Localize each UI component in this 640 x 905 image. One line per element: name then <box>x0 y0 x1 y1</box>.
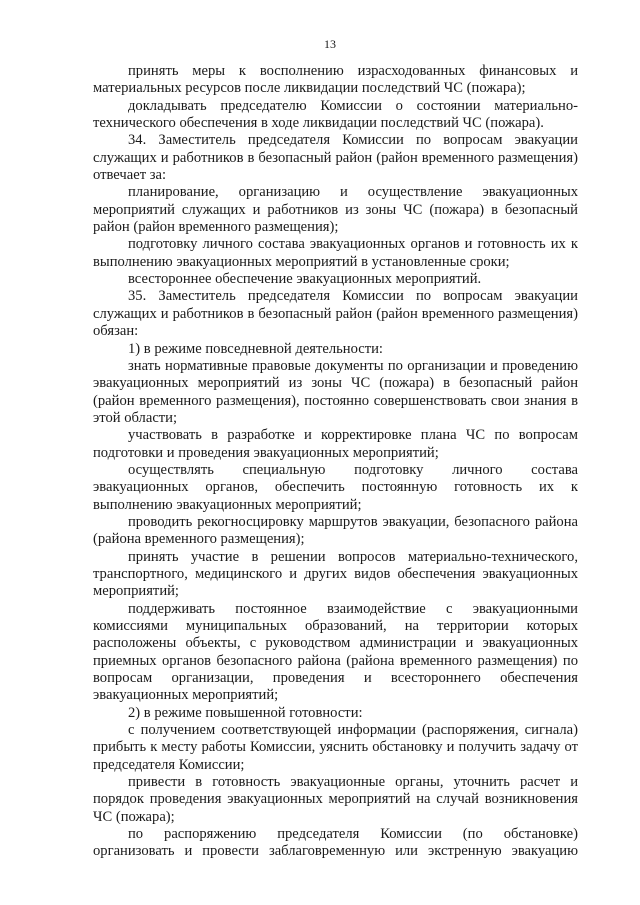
paragraph-line: обязан: <box>93 323 139 340</box>
paragraph-line: выполнению эвакуационных мероприятий; <box>93 496 362 513</box>
paragraph-line: комиссиями муниципальных образований, на территории которых <box>93 618 578 634</box>
paragraph-line: вопросам организации, проведения и всестороннего обеспечения <box>93 670 578 687</box>
paragraph <box>93 288 578 340</box>
paragraph-line: мероприятий; <box>93 583 179 600</box>
paragraph <box>93 549 578 601</box>
paragraph-line: транспортного, медицинского и других видов обеспечения эвакуационных <box>93 565 578 582</box>
paragraph-line: ЧС (пожара); <box>93 808 175 825</box>
paragraph <box>93 98 578 133</box>
paragraph-line: служащих и работников в безопасный район (район временного размещения) <box>93 149 578 166</box>
page-number: 13 <box>324 37 336 51</box>
paragraph-line: эвакуационных мероприятий из зоны ЧС (пожара) в безопасный район <box>93 375 578 392</box>
paragraph-line: выполнению эвакуационных мероприятий в установленные сроки; <box>93 253 510 270</box>
paragraph-line: проводить рекогносцировку маршрутов эвакуации, безопасного района <box>128 513 578 530</box>
paragraph <box>93 462 578 514</box>
paragraph-line: подготовки и проведения эвакуационных мероприятий; <box>93 444 439 461</box>
paragraph-line: принять меры к восполнению израсходованных финансовых и <box>128 63 578 79</box>
paragraph-line: докладывать председателю Комиссии о состоянии материально- <box>128 97 578 114</box>
paragraph-line: председателя Комиссии; <box>93 756 245 773</box>
paragraph-line: 35. Заместитель председателя Комиссии по вопросам эвакуации <box>128 288 578 305</box>
paragraph-line: планирование, организацию и осуществление эвакуационных <box>128 184 578 201</box>
paragraph-line: эвакуационных мероприятий; <box>93 687 279 704</box>
paragraph <box>93 427 578 462</box>
paragraph-line: приемных органов безопасного района (района временного размещения) по <box>93 652 578 669</box>
paragraph <box>93 271 578 288</box>
paragraph-line: 2) в режиме повышенной готовности: <box>128 704 363 721</box>
paragraph-line: (район временного размещения), постоянно совершенствовать свои знания в <box>93 392 578 409</box>
paragraph-line: расположены объекты, с руководством администрации и эвакуационных <box>93 635 578 652</box>
paragraph-line: по распоряжению председателя Комиссии (по обстановке) <box>128 826 578 843</box>
paragraph-line: (района временного размещения); <box>93 531 305 548</box>
paragraph-line: привести в готовность эвакуационные органы, уточнить расчет и <box>128 774 578 791</box>
paragraph-line: эвакуационных органов, обеспечить постоянную готовность их к <box>93 479 578 496</box>
paragraph <box>93 358 578 427</box>
paragraph <box>93 63 578 98</box>
paragraph-line: всестороннее обеспечение эвакуационных мероприятий. <box>128 271 482 288</box>
paragraph-line: осуществлять специальную подготовку личного состава <box>128 461 578 478</box>
paragraph-line: порядок проведения эвакуационных мероприятий на случай возникновения <box>93 791 578 808</box>
paragraph-line: этой области; <box>93 409 178 426</box>
paragraph-line: служащих и работников в безопасный район (район временного размещения) <box>93 305 578 322</box>
paragraph <box>93 514 578 549</box>
paragraph <box>93 774 578 826</box>
paragraph-line: материальных ресурсов после ликвидации последствий ЧС (пожара); <box>93 80 526 97</box>
paragraph-line: 1) в режиме повседневной деятельности: <box>128 340 383 357</box>
paragraph <box>93 601 578 705</box>
paragraph-line: технического обеспечения в ходе ликвидации последствий ЧС (пожара). <box>93 115 544 132</box>
paragraph <box>93 722 578 774</box>
paragraph <box>93 236 578 271</box>
paragraph <box>93 132 578 184</box>
paragraph-line: с получением соответствующей информации (распоряжения, сигнала) <box>128 722 578 739</box>
paragraph-line: организовать и провести заблаговременную или экстренную эвакуацию <box>93 843 578 860</box>
paragraph-line: знать нормативные правовые документы по организации и проведению <box>128 357 578 374</box>
paragraph-line: мероприятий служащих и работников из зоны ЧС (пожара) в безопасный <box>93 201 578 218</box>
paragraph-line: подготовку личного состава эвакуационных органов и готовность их к <box>128 236 578 253</box>
paragraph <box>93 184 578 236</box>
paragraph-line: прибыть к месту работы Комиссии, уяснить обстановку и получить задачу от <box>93 739 578 756</box>
document-body <box>93 63 578 861</box>
paragraph-line: 34. Заместитель председателя Комиссии по вопросам эвакуации <box>128 132 578 149</box>
paragraph-line: отвечает за: <box>93 167 167 184</box>
paragraph <box>93 341 578 358</box>
paragraph <box>93 826 578 861</box>
paragraph-line: участвовать в разработке и корректировке плана ЧС по вопросам <box>128 427 578 444</box>
paragraph-line: принять участие в решении вопросов материально-технического, <box>128 548 578 565</box>
paragraph-line: район (район временного размещения); <box>93 219 339 236</box>
paragraph-line: поддерживать постоянное взаимодействие с эвакуационными <box>128 600 578 617</box>
paragraph <box>93 705 578 722</box>
